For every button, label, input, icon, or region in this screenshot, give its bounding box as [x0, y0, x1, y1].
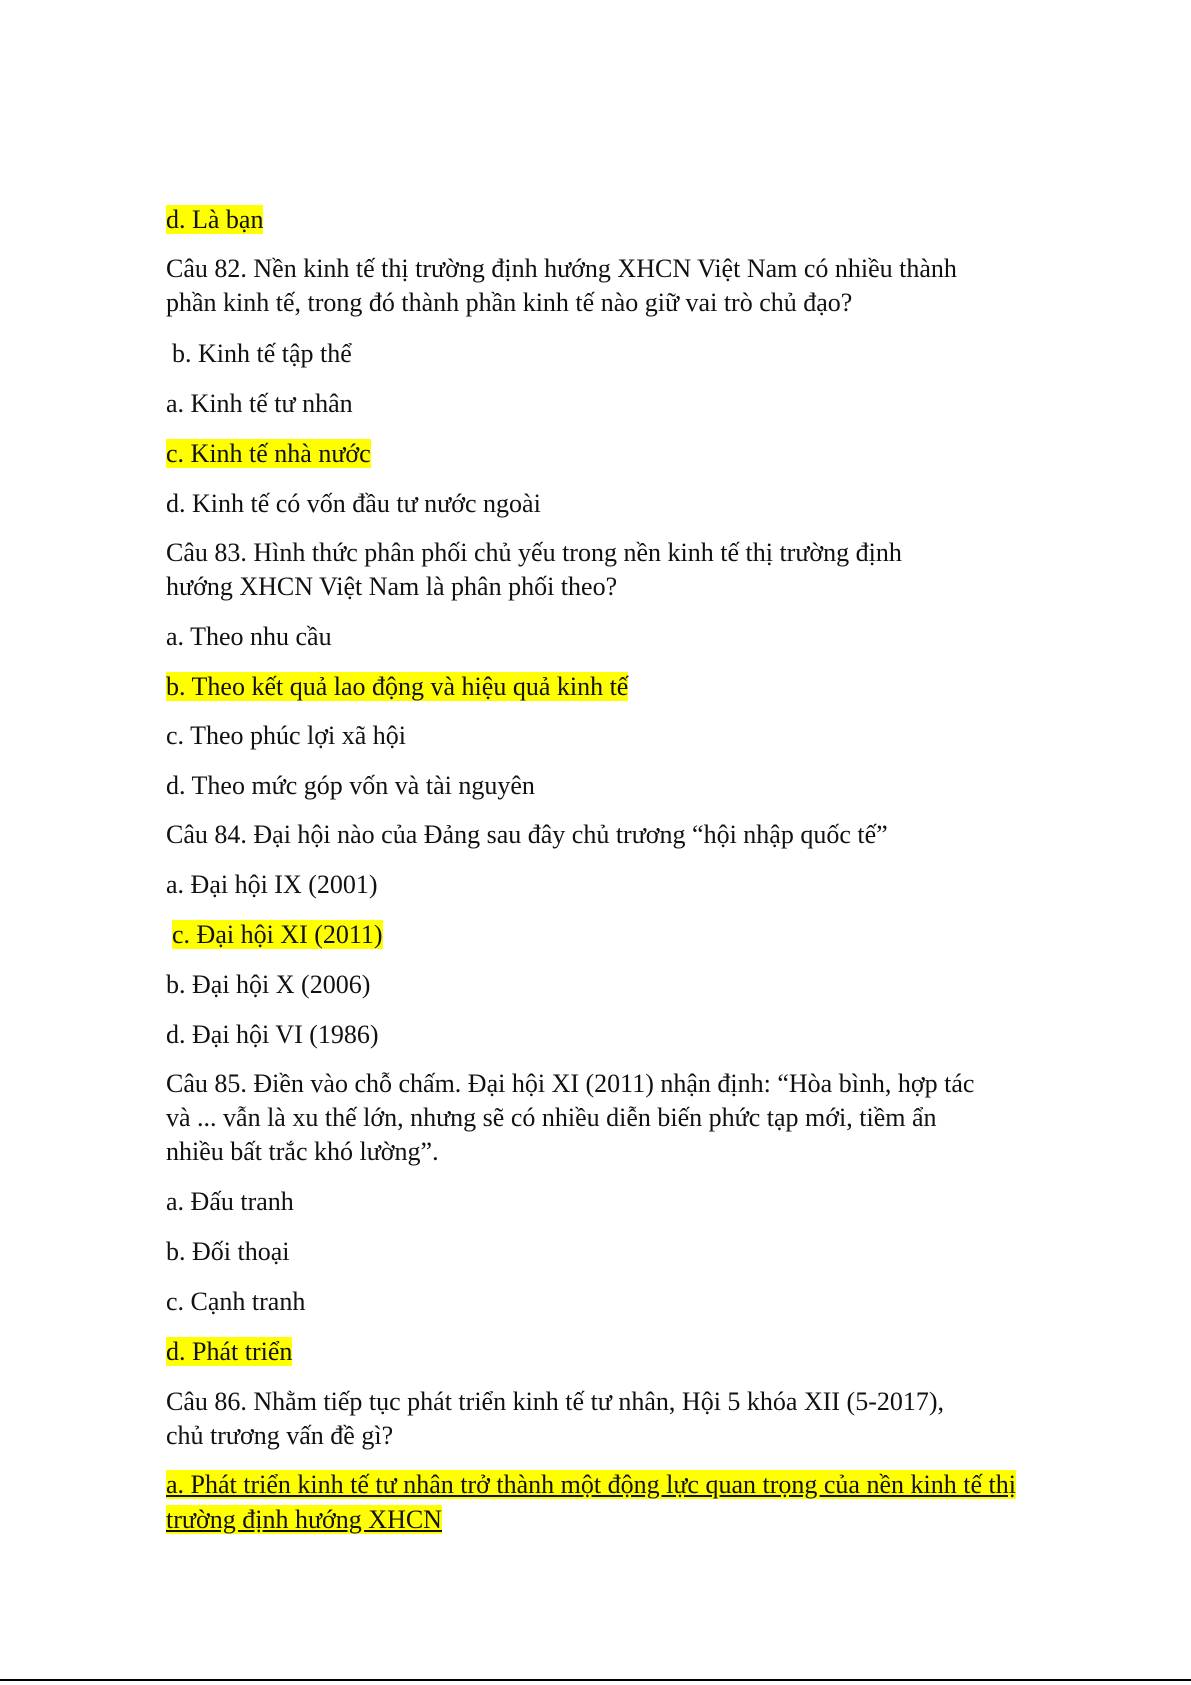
line-text: a. Phát triển kinh tế tư nhân trở thành một động lực quan trọng của nền kinh tế thị: [166, 1470, 1016, 1499]
answer-option: [166, 1235, 290, 1269]
line-text: d. Là bạn: [166, 205, 264, 234]
line-text: chủ trương vấn đề gì?: [166, 1421, 394, 1450]
answer-option-highlighted: [166, 203, 263, 237]
line-text: b. Kinh tế tập thể: [172, 339, 352, 368]
answer-option: [166, 1185, 294, 1219]
line-text: trường định hướng XHCN: [166, 1505, 442, 1534]
line-text: b. Đối thoại: [166, 1237, 290, 1266]
question-82: [166, 252, 957, 286]
answer-option-highlighted: [166, 1468, 1016, 1502]
answer-option: [166, 620, 332, 654]
line-text: d. Theo mức góp vốn và tài nguyên: [166, 771, 535, 800]
line-text: d. Phát triển: [166, 1337, 293, 1366]
answer-option: [166, 868, 378, 902]
line-text: b. Theo kết quả lao động và hiệu quả kinh tế: [166, 672, 629, 701]
line-text: d. Kinh tế có vốn đầu tư nước ngoài: [166, 489, 541, 518]
answer-option: [166, 487, 541, 521]
answer-option: [172, 337, 352, 371]
line-text: nhiều bất trắc khó lường”.: [166, 1137, 439, 1166]
answer-option-highlighted: [172, 918, 383, 952]
line-text: hướng XHCN Việt Nam là phân phối theo?: [166, 572, 618, 601]
line-text: a. Đấu tranh: [166, 1187, 294, 1216]
line-text: a. Đại hội IX (2001): [166, 870, 378, 899]
answer-option: [166, 968, 370, 1002]
line-text: Câu 82. Nền kinh tế thị trường định hướng XHCN Việt Nam có nhiều thành: [166, 254, 957, 283]
line-text: Câu 83. Hình thức phân phối chủ yếu trong nền kinh tế thị trường định: [166, 538, 902, 567]
line-text: c. Đại hội XI (2011): [172, 920, 383, 949]
question-85-cont: [166, 1135, 439, 1169]
question-86-cont: [166, 1419, 393, 1453]
line-text: c. Cạnh tranh: [166, 1287, 306, 1316]
question-83: [166, 536, 902, 570]
answer-option: [166, 1285, 305, 1319]
line-text: b. Đại hội X (2006): [166, 970, 371, 999]
line-text: Câu 85. Điền vào chỗ chấm. Đại hội XI (2011) nhận định: “Hòa bình, hợp tác: [166, 1069, 975, 1098]
answer-option: [166, 387, 353, 421]
line-text: d. Đại hội VI (1986): [166, 1020, 379, 1049]
page-bottom-rule: [0, 1679, 1191, 1681]
question-85-cont: [166, 1101, 937, 1135]
question-83-cont: [166, 570, 617, 604]
line-text: Câu 84. Đại hội nào của Đảng sau đây chủ trương “hội nhập quốc tế”: [166, 820, 888, 849]
question-85: [166, 1067, 974, 1101]
answer-option: [166, 769, 535, 803]
line-text: và ... vẫn là xu thế lớn, nhưng sẽ có nhiều diễn biến phức tạp mới, tiềm ẩn: [166, 1103, 937, 1132]
answer-option-highlighted: [166, 1335, 292, 1369]
question-86: [166, 1385, 944, 1419]
question-84: [166, 818, 888, 852]
answer-option: [166, 719, 406, 753]
line-text: c. Kinh tế nhà nước: [166, 439, 371, 468]
answer-option: [166, 1018, 379, 1052]
line-text: phần kinh tế, trong đó thành phần kinh tế nào giữ vai trò chủ đạo?: [166, 288, 853, 317]
line-text: a. Kinh tế tư nhân: [166, 389, 353, 418]
question-82-cont: [166, 286, 852, 320]
line-text: Câu 86. Nhằm tiếp tục phát triển kinh tế tư nhân, Hội 5 khóa XII (5-2017),: [166, 1387, 945, 1416]
answer-option-highlighted-cont: [166, 1503, 442, 1537]
line-text: c. Theo phúc lợi xã hội: [166, 721, 406, 750]
answer-option-highlighted: [166, 670, 628, 704]
answer-option-highlighted: [166, 437, 371, 471]
line-text: a. Theo nhu cầu: [166, 622, 332, 651]
